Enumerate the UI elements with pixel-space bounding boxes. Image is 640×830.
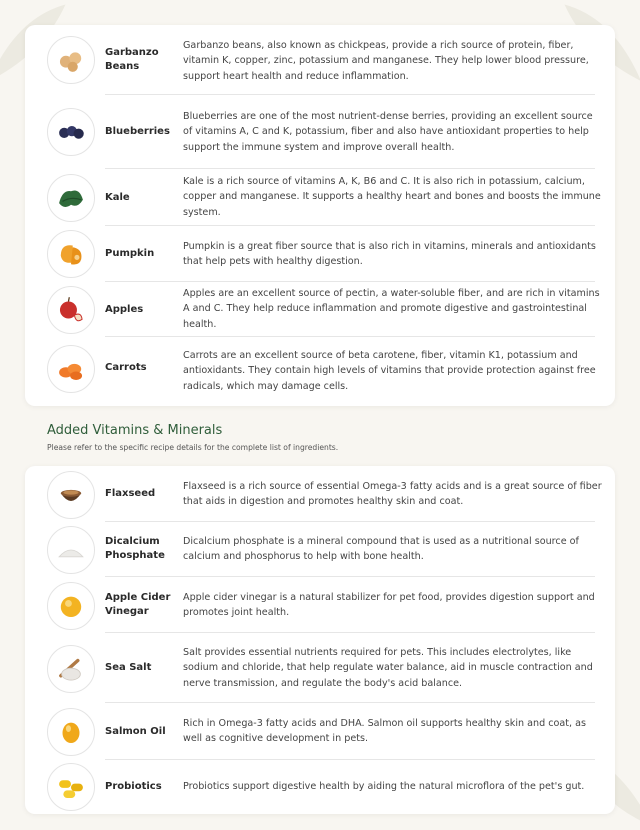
- vitamin-row-sea-salt: [25, 633, 615, 703]
- sea-salt-icon: [47, 645, 95, 693]
- pumpkin-icon: [47, 230, 95, 278]
- vitamin-row-probiotics: [25, 760, 615, 814]
- ingredient-description: Apples are an excellent source of pectin, a water-soluble fiber, and are rich in vitamins A and C. They help reduce inflammation and promote digestive and gastrointestinal health.: [183, 287, 600, 330]
- dicalcium-phosphate-icon: [47, 526, 95, 574]
- flaxseed-icon: [47, 471, 95, 519]
- garbanzo-beans-icon: [47, 36, 95, 84]
- probiotics-icon: [47, 763, 95, 811]
- vitamin-name: Probiotics: [105, 781, 162, 792]
- ingredient-row-garbanzo-beans: [25, 25, 615, 95]
- blueberries-icon: [47, 108, 95, 156]
- apples-icon: [47, 286, 95, 334]
- vitamin-name: Dicalcium Phosphate: [105, 536, 165, 561]
- vitamin-row-apple-cider-vinegar: [25, 577, 615, 633]
- ingredient-description: Carrots are an excellent source of beta carotene, fiber, vitamin K1, potassium and antioxidants. They contain high levels of vitamins that provide protection against free radicals, which may damage cells.: [183, 349, 596, 392]
- vitamin-description: Apple cider vinegar is a natural stabilizer for pet food, provides digestion support and promotes joint health.: [183, 591, 595, 618]
- vitamin-name: Flaxseed: [105, 488, 156, 499]
- carrots-icon: [47, 345, 95, 393]
- vitamin-row-flaxseed: [25, 466, 615, 522]
- ingredient-name: Garbanzo Beans: [105, 47, 159, 72]
- vitamins-card: [25, 466, 615, 814]
- apple-cider-vinegar-icon: [47, 582, 95, 630]
- kale-icon: [47, 174, 95, 222]
- ingredients-card: [25, 25, 615, 406]
- salmon-oil-icon: [47, 708, 95, 756]
- ingredient-row-apples: [25, 282, 615, 337]
- ingredient-name: Pumpkin: [105, 248, 155, 259]
- vitamin-name: Sea Salt: [105, 662, 152, 673]
- ingredient-name: Carrots: [105, 362, 147, 373]
- ingredient-name: Apples: [105, 304, 144, 315]
- section-note: Please refer to the specific recipe details for the complete list of ingredients.: [47, 443, 339, 452]
- ingredient-description: Garbanzo beans, also known as chickpeas, provide a rich source of protein, fiber, vitamin K, copper, zinc, potassium and manganese. They help lower blood pressure, support heart health and reduce inflammation.: [183, 39, 589, 82]
- vitamin-description: Probiotics support digestive health by aiding the natural microflora of the pet's gut.: [183, 781, 585, 793]
- section-title: Added Vitamins & Minerals: [47, 423, 223, 438]
- ingredient-row-blueberries: [25, 95, 615, 169]
- ingredient-description: Blueberries are one of the most nutrient-dense berries, providing an excellent source of vitamins A, C and K, potassium, fiber and also have antioxidant properties to help support the immune system and improve overall health.: [183, 110, 593, 153]
- vitamin-description: Rich in Omega-3 fatty acids and DHA. Salmon oil supports healthy skin and coat, as well as cognitive development in pets.: [183, 717, 586, 744]
- vitamin-name: Apple Cider Vinegar: [105, 592, 171, 617]
- ingredient-name: Blueberries: [105, 126, 170, 137]
- ingredient-row-carrots: [25, 337, 615, 406]
- vitamin-row-salmon-oil: [25, 703, 615, 760]
- ingredient-row-kale: [25, 169, 615, 226]
- vitamin-description: Dicalcium phosphate is a mineral compound that is used as a nutritional source of calcium and phosphorus to help with bone health.: [183, 535, 579, 562]
- ingredient-name: Kale: [105, 192, 130, 203]
- ingredient-row-pumpkin: [25, 226, 615, 282]
- vitamin-description: Flaxseed is a rich source of essential Omega-3 fatty acids and is a great source of fiber that aids in digestion and promotes healthy skin and coat.: [183, 480, 602, 507]
- vitamin-row-dicalcium-phosphate: [25, 522, 615, 577]
- ingredient-description: Pumpkin is a great fiber source that is also rich in vitamins, minerals and antioxidants that help pets with healthy digestion.: [183, 240, 596, 267]
- vitamin-description: Salt provides essential nutrients required for pets. This includes electrolytes, like sodium and chloride, that help regulate water balance, aid in muscle contraction and nerve transmission, and regulate the body's acid balance.: [183, 646, 593, 689]
- vitamin-name: Salmon Oil: [105, 726, 166, 737]
- ingredient-description: Kale is a rich source of vitamins A, K, B6 and C. It is also rich in potassium, calcium, copper and manganese. It supports a healthy heart and bones and boosts the immune system.: [183, 175, 601, 218]
